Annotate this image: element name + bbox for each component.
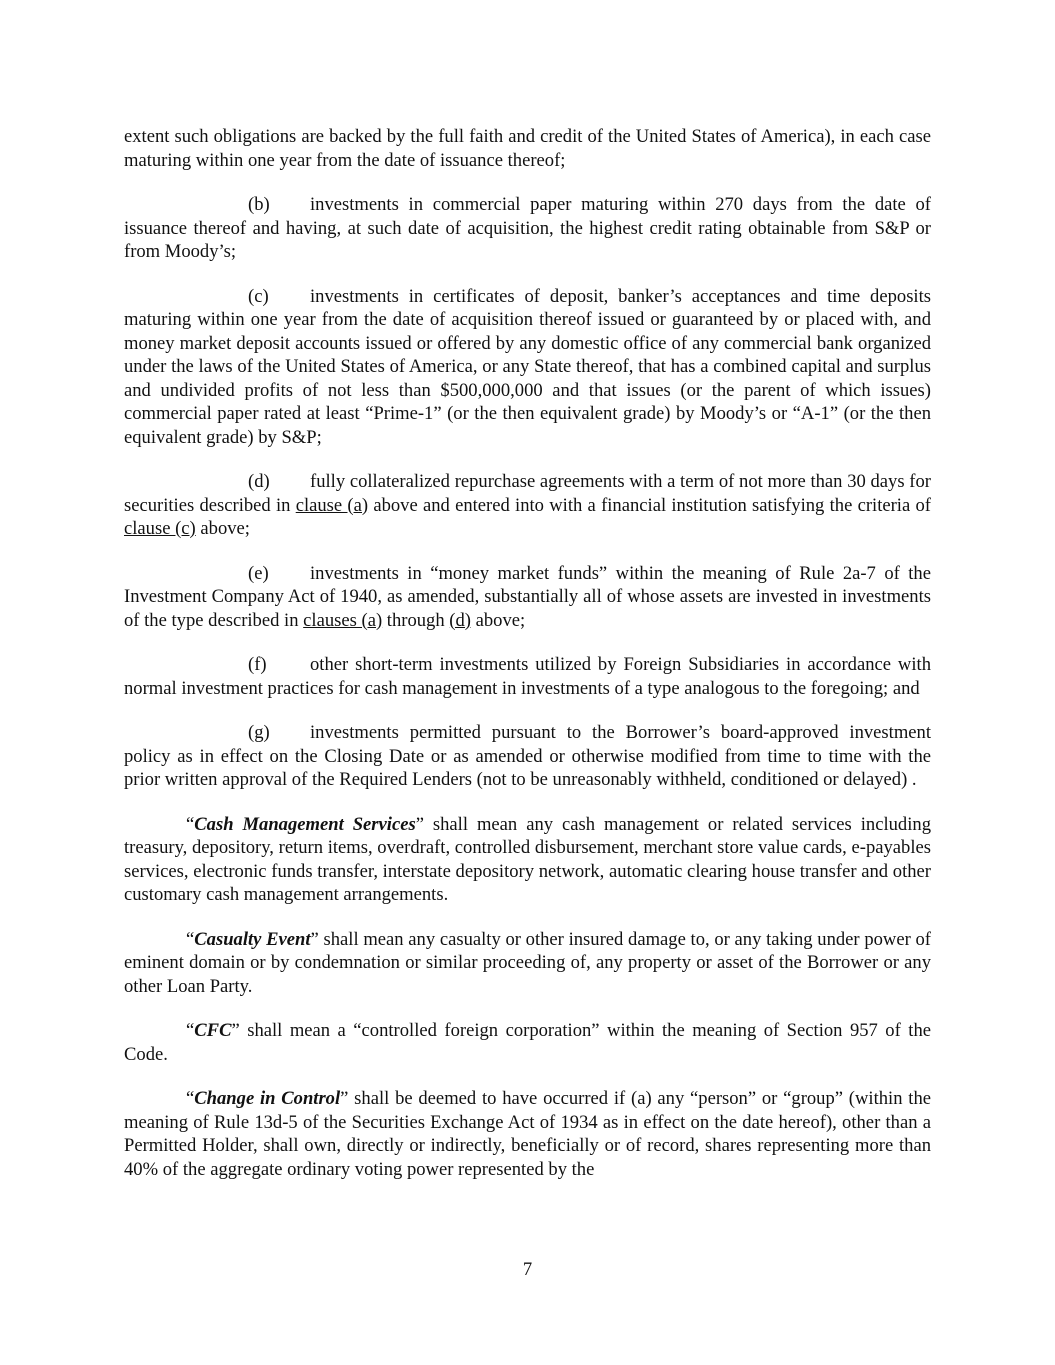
clause-g [124, 721, 931, 792]
clause-text: investments in commercial paper maturing within 270 days from the date of issuance thereof and having, at such date of acquisition, the highest credit rating obtainable from S&P or from Moody’s; [124, 194, 931, 262]
defined-term: Casualty Event [194, 928, 311, 950]
definition-casualty-event [124, 928, 931, 999]
definition-cash-management-services [124, 813, 931, 907]
defined-term: Cash Management Services [194, 813, 416, 835]
clause-d [124, 470, 931, 541]
clause-label: (d) [248, 471, 270, 492]
quote-mark: “ [186, 1020, 195, 1041]
clause-label: (b) [248, 194, 270, 215]
clause-text: investments permitted pursuant to the Borrower’s board-approved investment policy as in effect on the Closing Date or as amended or otherwise modified from time to time with the prior written approval of the Required Lenders (not to be unreasonably withheld, conditioned or delayed) . [124, 722, 931, 790]
clause-reference: clauses (a) [303, 609, 383, 631]
clause-text: above; [195, 518, 250, 539]
definition-text: ” shall mean any casualty or other insured damage to, or any taking under power of eminent domain or by condemnation or similar proceeding of, any property or asset of the Borrower or any other Loan Party. [124, 928, 931, 997]
quote-mark: “ [186, 813, 195, 835]
definition-text: ” shall mean any cash management or related services including treasury, depository, return items, overdraft, controlled disbursement, merchant store value cards, e-payables services, electronic funds transfer, interstate depository network, automatic clearing house transfer and other customary cash management arrangements. [124, 813, 931, 905]
defined-term: CFC [194, 1020, 232, 1041]
clause-text: other short-term investments utilized by Foreign Subsidiaries in accordance with normal investment practices for cash management in investments of a type analogous to the foregoing; and [124, 654, 931, 699]
definition-text: ” shall mean a “controlled foreign corporation” within the meaning of Section 957 of the Code. [124, 1020, 931, 1065]
clause-reference: clause (a) [295, 494, 369, 516]
clause-text: above; [470, 609, 526, 631]
clause-label: (f) [248, 654, 267, 675]
quote-mark: “ [186, 928, 195, 950]
clause-label: (e) [248, 562, 269, 584]
clause-text: fully collateralized repurchase agreements with a term of not more than 30 days for securities described in [124, 471, 931, 516]
definition-text: ” shall be deemed to have occurred if (a) any “person” or “group” (within the meaning of Rule 13d-5 of the Securities Exchange Act of 1934 as in effect on the date hereof), other than a Permitted Holder, shall own, directly or indirectly, beneficially or of record, shares representing more than 40% of the aggregate ordinary voting power represented by the [124, 1088, 931, 1180]
quote-mark: “ [186, 1088, 195, 1109]
clause-reference: clause (c) [124, 518, 196, 539]
clause-text: through [382, 609, 450, 631]
body-text [124, 125, 931, 1202]
continuation-paragraph: extent such obligations are backed by the full faith and credit of the United States of America), in each case maturing within one year from the date of issuance thereof; [124, 126, 931, 171]
clause-c [124, 285, 931, 450]
page-number: 7 [522, 1259, 533, 1280]
clause-f [124, 653, 931, 700]
clause-text: investments in certificates of deposit, banker’s acceptances and time deposits maturing within one year from the date of acquisition thereof issued or guaranteed by or placed with, and money market deposit accounts issued or offered by any domestic office of any commercial bank organized under the laws of the United States of America, or any State thereof, that has a combined capital and surplus and undivided profits of not less than $500,000,000 and that issues (or the parent of which issues) commercial paper rated at least “Prime-1” (or the then equivalent grade) by Moody’s or “A-1” (or the then equivalent grade) by S&P; [124, 285, 931, 448]
clause-text: investments in “money market funds” within the meaning of Rule 2a-7 of the Investment Company Act of 1940, as amended, substantially all of whose assets are invested in investments of the type described in [124, 562, 931, 631]
clause-b [124, 193, 931, 264]
clause-label: (g) [248, 722, 270, 743]
clause-reference: (d) [449, 609, 471, 631]
defined-term: Change in Control [194, 1088, 341, 1109]
definition-cfc [124, 1019, 931, 1066]
clause-text: above and entered into with a financial institution satisfying the criteria of [368, 494, 931, 516]
clause-label: (c) [248, 285, 269, 307]
definition-change-in-control [124, 1087, 931, 1181]
clause-e [124, 562, 931, 633]
